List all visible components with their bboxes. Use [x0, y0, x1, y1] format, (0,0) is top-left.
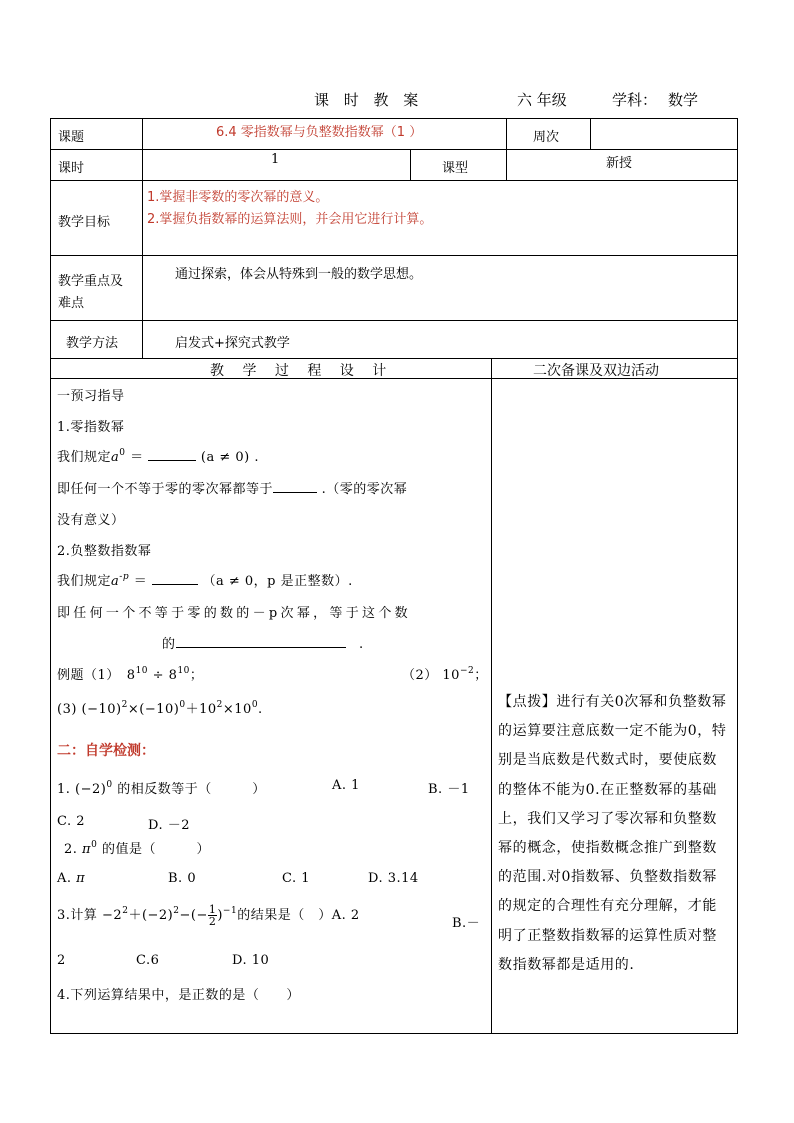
- question-4: 4.下列运算结果中，是正数的是（ ）: [57, 988, 300, 1003]
- question-1-c: C. 2: [57, 814, 86, 829]
- negative-exponent-desc-2: 的 .: [162, 637, 364, 652]
- period: 1: [271, 152, 280, 167]
- self-test-title: 二：自学检测：: [57, 743, 155, 759]
- grade: 六 年级: [517, 91, 567, 109]
- example-1: 例题（1） $8^{10} \div 8^{10}$；: [57, 666, 204, 683]
- subject-label: 学科：: [612, 91, 658, 109]
- goal-2: 2.掌握负指数幂的运算法则，并会用它进行计算。: [147, 212, 433, 227]
- method-label: 教学方法: [66, 336, 119, 351]
- focus: 通过探索，体会从特殊到一般的数学思想。: [175, 267, 423, 282]
- question-3-b-cont: 2: [57, 953, 66, 968]
- side-header: 二次备课及双边活动: [533, 363, 659, 379]
- question-2: 2. $\pi^0$ 的值是（ ）: [64, 840, 211, 857]
- question-1-d: D. －2: [148, 818, 190, 833]
- goals-label: 教学目标: [58, 215, 111, 230]
- question-3-b: B.－: [452, 916, 481, 931]
- negative-exponent-title: 2.负整数指数幂: [57, 544, 152, 559]
- process-header: 教 学 过 程 设 计: [210, 363, 387, 379]
- negative-exponent-rule: 我们规定$a^{-p} = (a \ne 0$，p 是正整数）.: [57, 572, 353, 589]
- zero-exponent-desc: 即任何一个不等于零的零次幂都等于 .（零的零次幂: [57, 482, 408, 497]
- focus-label: 教学重点及: [58, 274, 124, 289]
- question-3: 3.计算 $-2^2+(-2)^2-(-$ $\frac{1}{2}$ )$^{-1}$的结果是（ ）A. 2: [57, 903, 360, 928]
- method: 启发式+探究式教学: [175, 336, 290, 351]
- question-1-b: B. －1: [428, 782, 470, 797]
- focus-label-2: 难点: [58, 296, 85, 311]
- question-2-d: D. 3.14: [368, 871, 419, 886]
- question-3-d: D. 10: [232, 953, 270, 968]
- subject: 数学: [668, 91, 699, 109]
- negative-exponent-desc: 即任何一个不等于零的数的－p次幂，等于这个数: [57, 606, 411, 621]
- question-3-c: C.6: [136, 953, 160, 968]
- side-note: 【点拨】进行有关0次幂和负整数幂的运算要注意底数一定不能为0，特别是当底数是代数式时，要使底数的整体不能为0.在正整数幂的基础上，我们又学习了零次幂和负整数幂的概念，使指数概念推广到整数的范围.对0指数幂、负整数指数幂的规定的合理性有充分理解，才能明了正整数指数幂的运算性质对整数指数幂都是适用的.: [498, 694, 727, 973]
- type-label: 课型: [442, 161, 469, 176]
- goal-1: 1.掌握非零数的零次幂的意义。: [147, 190, 329, 205]
- example-3: (3) $(-10)^2\times(-10)^0+10^2\times 10^0$.: [57, 700, 263, 717]
- zero-exponent-title: 1.零指数幂: [57, 420, 125, 435]
- question-1-a: A. 1: [332, 778, 360, 793]
- question-1: 1. $(-2)^0$ 的相反数等于（ ）: [57, 780, 266, 797]
- topic-label: 课题: [58, 130, 85, 145]
- question-2-c: C. 1: [282, 871, 311, 886]
- zero-exponent-rule: 我们规定$a^0 = (a \ne 0)$ .: [57, 448, 260, 465]
- week-label: 周次: [533, 130, 560, 145]
- page-title: 课 时 教 案: [314, 91, 419, 109]
- example-2: （2） $10^{-2}$；: [402, 666, 488, 683]
- type: 新授: [606, 156, 633, 171]
- question-2-b: B. 0: [168, 871, 197, 886]
- topic: 6.4 零指数幂与负整数指数幂（1 ）: [216, 125, 423, 140]
- question-2-a: A. π: [57, 871, 86, 886]
- section-preview: 一预习指导: [57, 389, 125, 404]
- period-label: 课时: [58, 161, 85, 176]
- zero-exponent-note: 没有意义）: [57, 513, 125, 528]
